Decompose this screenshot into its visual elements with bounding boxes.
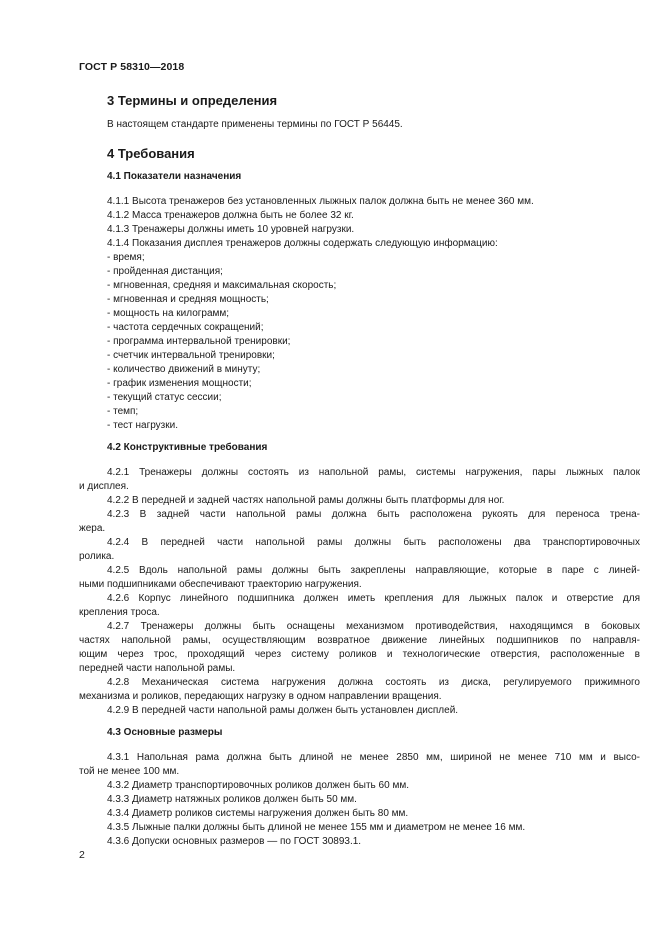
para-4-3-3: 4.3.3 Диаметр натяжных роликов должен быть 50 мм.	[107, 794, 357, 805]
para-4-3-6: 4.3.6 Допуски основных размеров — по ГОСТ 30893.1.	[107, 836, 362, 847]
list-item: - темп;	[107, 406, 139, 417]
list-item: - частота сердечных сокращений;	[107, 322, 264, 333]
para-4-2-4-line1: 4.2.4 В передней части напольной рамы должны быть расположены два транспортировочных	[107, 537, 640, 548]
para-4-2-5-line2: ными подшипниками обеспечивают траекторию нагружения.	[79, 579, 362, 590]
subsection-4-1-title: 4.1 Показатели назначения	[107, 171, 242, 182]
section-3-title: 3 Термины и определения	[107, 93, 278, 108]
list-item: - график изменения мощности;	[107, 378, 252, 389]
para-4-2-7-line3: ющим через трос, проходящий через систему роликов и технологические отверстия, расположенные в	[79, 649, 640, 660]
para-4-2-1-line2: и дисплея.	[79, 481, 129, 492]
para-4-2-4-line2: ролика.	[79, 551, 115, 562]
list-item: - текущий статус сессии;	[107, 392, 222, 403]
para-4-3-5: 4.3.5 Лыжные палки должны быть длиной не менее 155 мм и диаметром не менее 16 мм.	[107, 822, 526, 833]
section-3-text: В настоящем стандарте применены термины по ГОСТ Р 56445.	[107, 119, 403, 130]
para-4-2-7-line4: передней части напольной рамы.	[79, 663, 236, 674]
item-4-1-3: 4.1.3 Тренажеры должны иметь 10 уровней нагрузки.	[107, 224, 355, 235]
para-4-2-1-line1: 4.2.1 Тренажеры должны состоять из напольной рамы, системы нагружения, пары лыжных палок	[107, 467, 640, 478]
list-item: - мгновенная и средняя мощность;	[107, 294, 269, 305]
list-item: - пройденная дистанция;	[107, 266, 223, 277]
para-4-3-1-line2: той не менее 100 мм.	[79, 766, 180, 777]
para-4-2-7-line2: частях напольной рамы, осуществляющим возвратное движение линейных подшипников по направля-	[79, 635, 640, 646]
para-4-2-3-line1: 4.2.3 В задней части напольной рамы должна быть расположена рукоять для переноса трена-	[107, 509, 640, 520]
para-4-3-2: 4.3.2 Диаметр транспортировочных роликов должен быть 60 мм.	[107, 780, 409, 791]
subsection-4-3-title: 4.3 Основные размеры	[107, 727, 223, 738]
list-item: - мгновенная, средняя и максимальная скорость;	[107, 280, 337, 291]
para-4-2-8-line2: механизма и роликов, передающих нагрузку в одном направлении вращения.	[79, 691, 442, 702]
para-4-2-2: 4.2.2 В передней и задней частях напольной рамы должны быть платформы для ног.	[107, 495, 505, 506]
list-item: - мощность на килограмм;	[107, 308, 230, 319]
para-4-2-5-line1: 4.2.5 Вдоль напольной рамы должны быть закреплены направляющие, которые в паре с линей-	[107, 565, 640, 576]
list-item: - тест нагрузки.	[107, 420, 179, 431]
page-number: 2	[79, 849, 85, 861]
standard-header: ГОСТ Р 58310—2018	[79, 61, 185, 73]
item-4-1-2: 4.1.2 Масса тренажеров должна быть не более 32 кг.	[107, 210, 354, 221]
list-item: - время;	[107, 252, 145, 263]
para-4-2-3-line2: жера.	[79, 523, 106, 534]
para-4-2-7-line1: 4.2.7 Тренажеры должны быть оснащены механизмом противодействия, находящимся в боковых	[107, 621, 640, 632]
item-4-1-1: 4.1.1 Высота тренажеров без установленных лыжных палок должна быть не менее 360 мм.	[107, 196, 534, 207]
subsection-4-2-title: 4.2 Конструктивные требования	[107, 442, 268, 453]
list-item: - программа интервальной тренировки;	[107, 336, 291, 347]
para-4-3-1-line1: 4.3.1 Напольная рама должна быть длиной не менее 2850 мм, шириной не менее 710 мм и высо-	[107, 752, 640, 763]
para-4-3-4: 4.3.4 Диаметр роликов системы нагружения должен быть 80 мм.	[107, 808, 409, 819]
para-4-2-9: 4.2.9 В передней части напольной рамы должен быть установлен дисплей.	[107, 705, 459, 716]
para-4-2-8-line1: 4.2.8 Механическая система нагружения должна состоять из диска, регулируемого прижимного	[107, 677, 640, 688]
list-item: - количество движений в минуту;	[107, 364, 261, 375]
item-4-1-4: 4.1.4 Показания дисплея тренажеров должны содержать следующую информацию:	[107, 238, 498, 249]
section-4-title: 4 Требования	[107, 146, 195, 161]
list-item: - счетчик интервальной тренировки;	[107, 350, 275, 361]
para-4-2-6-line2: крепления троса.	[79, 607, 160, 618]
para-4-2-6-line1: 4.2.6 Корпус линейного подшипника должен иметь крепления для лыжных палок и отверстие для	[107, 593, 640, 604]
